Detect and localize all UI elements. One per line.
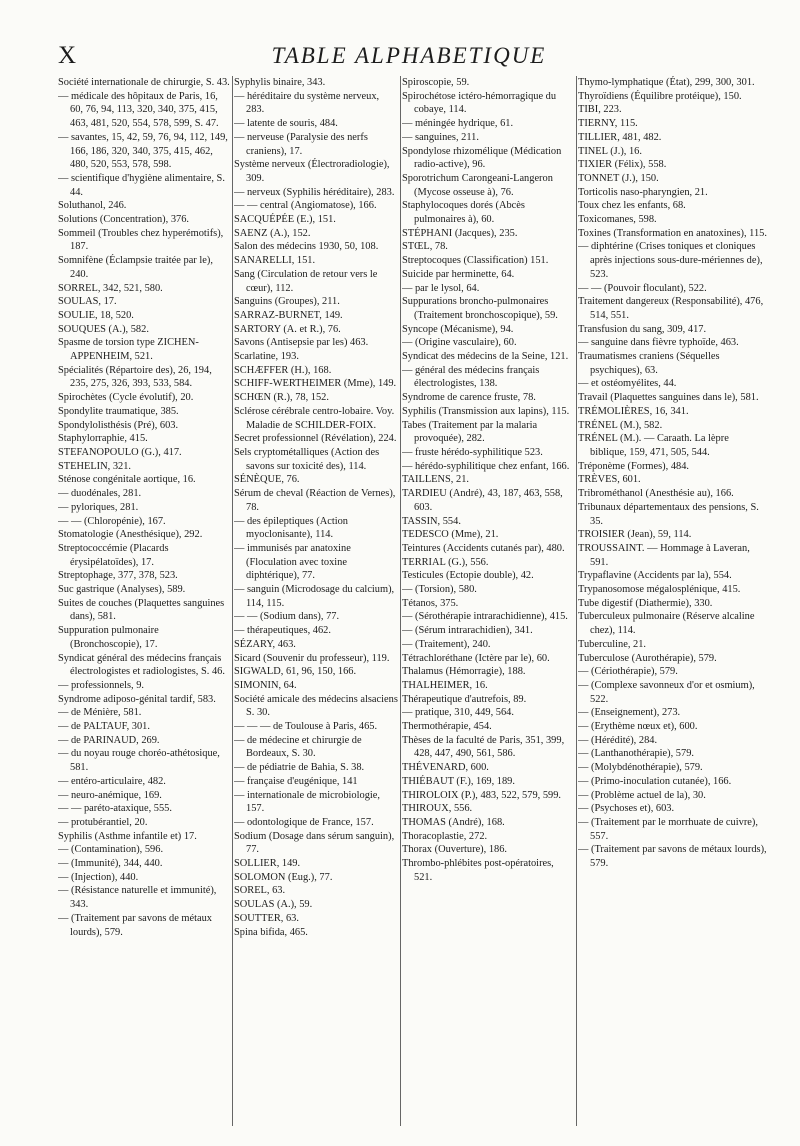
index-entry: Tréponème (Formes), 484. (578, 460, 690, 472)
index-entry: Syndicat des médecins de la Seine, 121. (402, 351, 569, 363)
index-entry: — — central (Angiomatose), 166. (234, 200, 377, 212)
index-entry: SARRAZ-BURNET, 149. (234, 309, 343, 321)
index-entry: — duodénales, 281. (58, 488, 142, 500)
index-entry: — (Problème actuel de la), 30. (578, 789, 706, 801)
index-entry: Spondylite traumatique, 385. (58, 405, 179, 417)
index-entry: Thoracoplastie, 272. (402, 830, 488, 842)
index-entry: — (Sérothérapie intrarachidienne), 415. (402, 611, 568, 623)
running-title: TABLE ALPHABETIQUE (271, 43, 547, 68)
index-entry: SÉZARY, 463. (234, 638, 296, 650)
index-entry: SIMONIN, 64. (234, 679, 297, 691)
index-entry: — (Enseignement), 273. (578, 707, 681, 719)
index-entry: Sicard (Souvenir du professeur), 119. (234, 652, 390, 664)
index-entry: Thalamus (Hémorragie), 188. (402, 666, 526, 678)
index-entry: — (Cériothérapie), 579. (578, 666, 678, 678)
index-entry: TROUSSAINT. — Hommage à Laveran, 591. (578, 542, 750, 568)
index-entry: STEHELIN, 321. (58, 460, 132, 472)
index-entry: TRÉMOLIÈRES, 16, 341. (578, 405, 689, 417)
index-entry: — de PALTAUF, 301. (58, 721, 150, 733)
index-entry: — (Traitement par le morrhuate de cuivre), 557. (578, 816, 758, 842)
index-column-1 (58, 76, 230, 1126)
index-entry: — sanguines, 211. (402, 131, 479, 143)
index-entry: SAENZ (A.), 152. (234, 227, 311, 239)
index-entry: — sanguine dans fièvre typhoïde, 463. (578, 337, 739, 349)
index-entry: — (Lanthanothérapie), 579. (578, 748, 694, 760)
index-entry: Teintures (Accidents cutanés par), 480. (402, 542, 565, 554)
index-entry: SOUTTER, 63. (234, 912, 299, 924)
index-entry: THIROLOIX (P.), 483, 522, 579, 599. (402, 789, 562, 801)
index-entry: Savons (Antisepsie par les) 463. (234, 337, 369, 349)
index-entry: TIBI, 223. (578, 104, 622, 116)
index-entry: — (Traitement), 240. (402, 638, 491, 650)
index-entry: Scarlatine, 193. (234, 351, 299, 363)
index-entry: Somnifène (Éclampsie traitée par le), 240. (58, 255, 213, 280)
index-entry: Suppuration pulmonaire (Bronchoscopie), 17. (58, 625, 159, 650)
index-entry: — thérapeutiques, 462. (234, 625, 331, 637)
index-entry: Sérum de cheval (Réaction de Vernes), 78. (234, 488, 396, 513)
index-entry: SOULAS (A.), 59. (234, 899, 313, 911)
index-entry: THOMAS (André), 168. (402, 816, 505, 828)
index-entry: Syphilis (Asthme infantile et) 17. (58, 830, 197, 842)
index-entry: SARTORY (A. et R.), 76. (234, 323, 341, 335)
index-entry: Spiroscopie, 59. (402, 77, 470, 88)
index-entry: — de médecine et chirurgie de Bordeaux, S. 30. (234, 734, 362, 760)
index-entry: TINEL (J.), 16. (578, 145, 642, 157)
page-header (58, 42, 760, 78)
index-column-2 (234, 76, 398, 1126)
index-entry: Sténose congénitale aortique, 16. (58, 474, 196, 486)
index-entry: — (Traitement par savons de métaux lourds), 579. (58, 912, 212, 938)
index-entry: Syncope (Mécanisme), 94. (402, 323, 514, 335)
index-entry: — (Origine vasculaire), 60. (402, 337, 517, 349)
index-entry: Traitement dangereux (Responsabilité), 476, 514, 551. (578, 296, 764, 321)
index-entry: SCHŒN (R.), 78, 152. (234, 392, 329, 404)
index-entry: Toxicomanes, 598. (578, 214, 657, 226)
index-entry: Thérapeutique d'autrefois, 89. (402, 693, 527, 705)
index-entry: Syphylis binaire, 343. (234, 77, 326, 88)
index-entry: Sels cryptométalliques (Action des savons sur toxicité des), 114. (234, 446, 380, 472)
index-entry: Sodium (Dosage dans sérum sanguin), 77. (234, 830, 395, 856)
index-entry: Tétanos, 375. (402, 597, 459, 609)
index-entry: TRÉNEL (M.). — Caraath. La lèpre biblique, 159, 471, 505, 544. (578, 433, 729, 458)
index-entry: SORREL, 342, 521, 580. (58, 282, 163, 294)
index-entry: Staphylorraphie, 415. (58, 433, 148, 445)
index-entry: TONNET (J.), 150. (578, 172, 659, 184)
index-entry: Suc gastrique (Analyses), 589. (58, 584, 186, 596)
index-entry: Streptocoques (Classification) 151. (402, 255, 549, 267)
index-entry: Syndrome adiposo-génital tardif, 583. (58, 693, 216, 705)
index-entry: STEFANOPOULO (G.), 417. (58, 446, 182, 458)
index-entry: Traumatismes craniens (Séquelles psychiques), 63. (578, 351, 720, 376)
index-entry: Spirochétose ictéro-hémorragique du cobaye, 114. (402, 90, 557, 116)
index-entry: Testicules (Ectopie double), 42. (402, 570, 534, 582)
index-entry: — médicale des hôpitaux de Paris, 16, 60, 76, 94, 113, 320, 340, 375, 415, 463, 481, 520, 554, 578, 599, S. 47. (58, 90, 219, 130)
index-entry: Spondylolisthésis (Pré), 603. (58, 419, 179, 431)
index-entry: TASSIN, 554. (402, 515, 461, 527)
index-entry: Syphilis (Transmission aux lapins), 115. (402, 405, 570, 417)
index-entry: — pratique, 310, 449, 564. (402, 707, 514, 719)
index-entry: Trypanosomose mégalosplénique, 415. (578, 584, 741, 596)
index-column-4 (578, 76, 768, 1126)
index-columns (58, 76, 768, 1126)
index-entry: SCHIFF-WERTHEIMER (Mme), 149. (234, 378, 397, 390)
index-entry: Sommeil (Troubles chez hyperémotifs), 187. (58, 227, 224, 253)
index-entry: — (Erythème nœux et), 600. (578, 721, 698, 733)
index-entry: — scientifique d'hygiène alimentaire, S. 44. (58, 172, 225, 198)
index-entry: THIÉBAUT (F.), 169, 189. (402, 775, 515, 787)
index-entry: — (Molybdénothérapie), 579. (578, 762, 703, 774)
index-entry: Thèses de la faculté de Paris, 351, 399, 428, 447, 490, 561, 586. (402, 734, 565, 760)
index-entry: — nerveuse (Paralysie des nerfs craniens), 17. (234, 131, 368, 157)
index-entry: — latente de souris, 484. (234, 118, 338, 130)
index-entry: — diphtérine (Crises toniques et cloniques après injections sous-dure-mériennes de), 523. (578, 241, 763, 280)
index-entry: — immunisés par anatoxine (Floculation avec toxine diphtérique), 77. (234, 542, 351, 582)
index-entry: Spécialités (Répartoire des), 26, 194, 235, 275, 326, 393, 533, 584. (58, 364, 212, 390)
index-entry: SOULIE, 18, 520. (58, 309, 134, 321)
index-entry: — méningée hydrique, 61. (402, 118, 514, 130)
index-entry: Société internationale de chirurgie, S. 43. (58, 77, 230, 88)
index-entry: — (Contamination), 596. (58, 844, 164, 856)
index-entry: Streptococcémie (Placards érysipélatoïdes), 17. (58, 542, 169, 568)
index-entry: Thyroïdiens (Équilibre protéique), 150. (578, 90, 742, 102)
index-entry: Torticolis naso-pharyngien, 21. (578, 186, 708, 198)
index-entry: — des épileptiques (Action myoclonisante), 114. (234, 515, 348, 541)
index-entry: — — — de Toulouse à Paris, 465. (234, 721, 378, 733)
index-entry: — de Ménière, 581. (58, 707, 142, 719)
index-entry: STÉPHANI (Jacques), 235. (402, 227, 518, 239)
page-number: X (58, 42, 78, 69)
index-entry: — (Hérédité), 284. (578, 734, 658, 746)
index-entry: SOLLIER, 149. (234, 858, 301, 870)
index-entry: — et ostéomyélites, 44. (578, 378, 677, 390)
index-entry: THÉVENARD, 600. (402, 762, 489, 774)
index-entry: Tuberculose (Aurothérapie), 579. (578, 652, 717, 664)
index-entry: Système nerveux (Électroradiologie), 309. (234, 159, 390, 184)
index-entry: Sporotrichum Carongeani-Langeron (Mycose osseuse à), 76. (402, 172, 553, 198)
index-entry: TAILLENS, 21. (402, 474, 469, 486)
index-entry: — — (Chloropénie), 167. (58, 515, 166, 527)
index-entry: — entéro-articulaire, 482. (58, 775, 166, 787)
index-entry: — (Traitement par savons de métaux lourds), 579. (578, 844, 767, 870)
index-entry: TERRIAL (G.), 556. (402, 556, 489, 568)
index-entry: — (Résistance naturelle et immunité), 343. (58, 885, 217, 911)
index-entry: — (Torsion), 580. (402, 584, 477, 596)
index-entry: Syndrome de carence fruste, 78. (402, 392, 536, 404)
index-entry: Sclérose cérébrale centro-lobaire. Voy. Maladie de SCHILDER-FOIX. (234, 405, 395, 431)
index-entry: Staphylocoques dorés (Abcès pulmonaires à), 60. (402, 200, 525, 226)
index-entry: SOREL, 63. (234, 885, 286, 897)
index-entry: Tuberculine, 21. (578, 638, 647, 650)
index-entry: Thymo-lymphatique (État), 299, 300, 301. (578, 77, 755, 88)
index-entry: — nerveux (Syphilis héréditaire), 283. (234, 186, 395, 198)
index-column-3 (402, 76, 574, 1126)
index-entry: Tribunaux départementaux des pensions, S. 35. (578, 501, 759, 527)
index-entry: — héréditaire du système nerveux, 283. (234, 90, 380, 116)
index-entry: Société amicale des médecins alsaciens S. 30. (234, 693, 398, 719)
index-entry: — (Sérum intrarachidien), 341. (402, 625, 533, 637)
index-entry: — française d'eugénique, 141 (234, 775, 358, 787)
index-entry: TRÉNEL (M.), 582. (578, 419, 663, 431)
index-entry: Streptophage, 377, 378, 523. (58, 570, 178, 582)
index-entry: — de pédiatrie de Bahia, S. 38. (234, 762, 365, 774)
index-entry: Spasme de torsion type ZICHEN-APPENHEIM, 521. (58, 337, 199, 363)
index-entry: Spirochètes (Cycle évolutif), 20. (58, 392, 194, 404)
index-entry: — du noyau rouge choréo-athétosique, 581. (58, 748, 220, 774)
index-entry: TIXIER (Félix), 558. (578, 159, 667, 171)
index-entry: SCHÆFFER (H.), 168. (234, 364, 332, 376)
index-entry: Thrombo-phlébites post-opératoires, 521. (402, 858, 554, 883)
index-entry: TILLIER, 481, 482. (578, 131, 662, 143)
index-entry: Soluthanol, 246. (58, 200, 127, 212)
index-entry: THALHEIMER, 16. (402, 679, 488, 691)
index-entry: Spondylose rhizomélique (Médication radio-active), 96. (402, 145, 562, 171)
index-entry: SOUQUES (A.), 582. (58, 323, 149, 335)
index-entry: Syndicat général des médecins français électrologistes et radiologistes, S. 46. (58, 652, 225, 678)
index-entry: SIGWALD, 61, 96, 150, 166. (234, 666, 357, 678)
index-entry: Salon des médecins 1930, 50, 108. (234, 241, 379, 253)
index-entry: — — (Pouvoir floculant), 522. (578, 282, 707, 294)
index-entry: — par le lysol, 64. (402, 282, 480, 294)
index-entry: Tribrométhanol (Anesthésie au), 166. (578, 488, 734, 500)
index-entry: — protubérantiel, 20. (58, 816, 148, 828)
index-entry: — savantes, 15, 42, 59, 76, 94, 112, 149, 166, 186, 320, 340, 375, 415, 462, 480, 520, 553, 578, 598. (58, 131, 228, 171)
index-entry: Suicide par herminette, 64. (402, 268, 515, 280)
index-entry: — (Psychoses et), 603. (578, 803, 675, 815)
index-entry: SOLOMON (Eug.), 77. (234, 871, 333, 883)
index-entry: Toux chez les enfants, 68. (578, 200, 686, 212)
index-entry: — fruste hérédo-syphilitique 523. (402, 446, 543, 458)
index-entry: Trypaflavine (Accidents par la), 554. (578, 570, 732, 582)
index-entry: STŒL, 78. (402, 241, 448, 253)
index-entry: — pyloriques, 281. (58, 501, 139, 513)
index-entry: — sanguin (Microdosage du calcium), 114, 115. (234, 584, 395, 609)
index-entry: — de PARINAUD, 269. (58, 734, 160, 746)
index-entry: Spina bifida, 465. (234, 926, 308, 938)
index-entry: THIROUX, 556. (402, 803, 473, 815)
index-entry: Suppurations broncho-pulmonaires (Traitement bronchoscopique), 59. (402, 296, 558, 321)
index-entry: SACQUÉPÉE (E.), 151. (234, 214, 336, 226)
index-entry: TEDESCO (Mme), 21. (402, 529, 499, 541)
index-entry: Suites de couches (Plaquettes sanguines dans), 581. (58, 597, 225, 623)
index-entry: Tube digestif (Diathermie), 330. (578, 597, 713, 609)
index-entry: Sang (Circulation de retour vers le cœur), 112. (234, 268, 378, 294)
index-entry: — — paréto-ataxique, 555. (58, 803, 172, 815)
index-entry: SANARELLI, 151. (234, 255, 316, 267)
index-entry: — odontologique de France, 157. (234, 816, 374, 828)
index-entry: — neuro-anémique, 169. (58, 789, 162, 801)
index-entry: — — (Sodium dans), 77. (234, 611, 340, 623)
index-entry: Tabes (Traitement par la malaria provoquée), 282. (402, 419, 538, 445)
index-entry: — (Immunité), 344, 440. (58, 858, 163, 870)
index-entry: Secret professionnel (Révélation), 224. (234, 433, 397, 445)
index-entry: — (Injection), 440. (58, 871, 139, 883)
index-entry: TROISIER (Jean), 59, 114. (578, 529, 692, 541)
index-entry: Tuberculeux pulmonaire (Réserve alcaline chez), 114. (578, 611, 755, 637)
index-entry: TARDIEU (André), 43, 187, 463, 558, 603. (402, 488, 563, 513)
index-entry: — (Complexe savonneux d'or et osmium), 522. (578, 679, 755, 705)
index-entry: — hérédo-syphilitique chez enfant, 166. (402, 460, 570, 472)
index-entry: SÉNÈQUE, 76. (234, 474, 300, 486)
index-entry: TRÈVES, 601. (578, 474, 641, 486)
index-entry: Thorax (Ouverture), 186. (402, 844, 508, 856)
index-entry: — général des médecins français électrologistes, 138. (402, 364, 540, 390)
index-entry: Toxines (Transformation en anatoxines), 115. (578, 227, 767, 239)
index-entry: Tétrachloréthane (Ictère par le), 60. (402, 652, 550, 664)
index-entry: Transfusion du sang, 309, 417. (578, 323, 707, 335)
index-entry: Solutions (Concentration), 376. (58, 214, 190, 226)
index-entry: Travail (Plaquettes sanguines dans le), 581. (578, 392, 759, 404)
index-entry: — internationale de microbiologie, 157. (234, 789, 381, 815)
index-entry: Thermothérapie, 454. (402, 721, 492, 733)
index-entry: TIERNY, 115. (578, 118, 638, 130)
index-entry: — professionnels, 9. (58, 679, 145, 691)
index-entry: — (Primo-inoculation cutanée), 166. (578, 775, 732, 787)
index-entry: Sanguins (Groupes), 211. (234, 296, 340, 308)
index-entry: Stomatologie (Anesthésique), 292. (58, 529, 203, 541)
index-entry: SOULAS, 17. (58, 296, 117, 308)
